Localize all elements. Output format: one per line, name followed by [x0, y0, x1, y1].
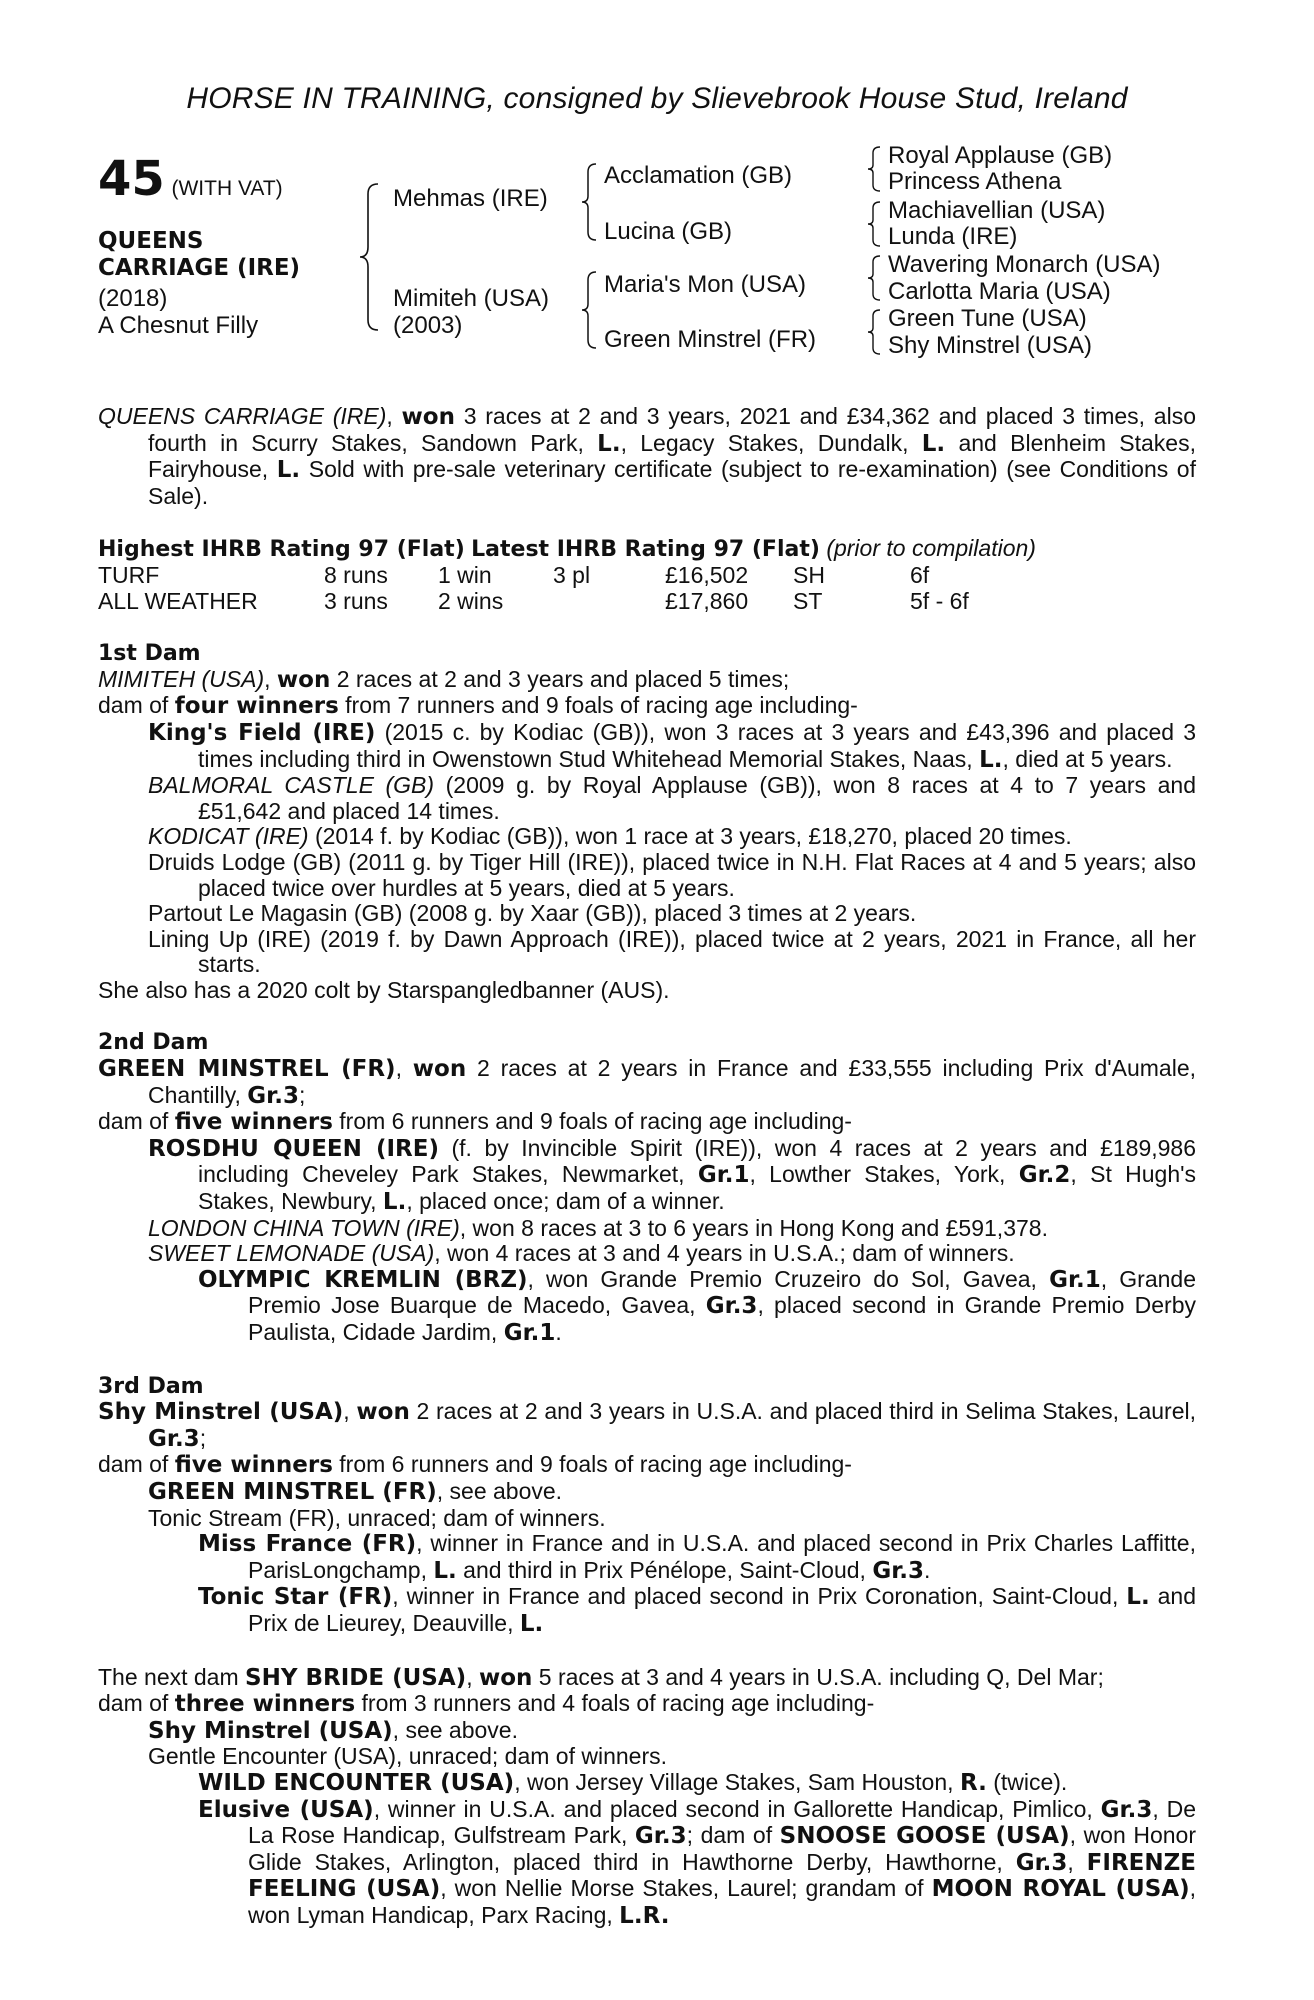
pedigree-brace-sire — [580, 162, 600, 242]
g-dam-sire-sire: Wavering Monarch (USA) — [888, 251, 1161, 278]
list-item: KODICAT (IRE) (2014 f. by Kodiac (GB)), won 1 race at 3 years, £18,270, placed 20 times. — [148, 823, 1072, 850]
list-item: Elusive (USA), winner in U.S.A. and placed second in Gallorette Handicap, Pimlico, Gr.3, De La Rose Handicap, Gulfstream Park, Gr.3; dam of SNOOSE GOOSE (USA), won Honor Glide Stakes, Arlington, placed third in Hawthorne Derby, Hawthorne, Gr.3, FIRENZE FEELING (USA), won Nellie Morse Stakes, Laurel; grandam of MOON ROYAL (USA), won Lyman Handicap, Parx Racing, L.R. — [198, 1795, 1197, 1929]
first-dam-produce: dam of four winners from 7 runners and 9 foals of racing age including- — [98, 692, 858, 720]
horse-name-line2: CARRIAGE (IRE) — [98, 255, 301, 281]
third-dam-record: Shy Minstrel (USA), won 2 races at 2 and 3 years in U.S.A. and placed third in Selima Stakes, Laurel, Gr.3; — [98, 1398, 1196, 1452]
pedigree-brace-g4 — [866, 308, 884, 356]
g-sire-sire-dam: Princess Athena — [888, 168, 1062, 195]
first-dam-record: MIMITEH (USA), won 2 races at 2 and 3 years and placed 5 times; — [98, 665, 790, 693]
list-item: WILD ENCOUNTER (USA), won Jersey Village Stakes, Sam Houston, R. (twice). — [198, 1768, 1068, 1796]
summary-horse-name: QUEENS CARRIAGE (IRE) — [98, 403, 387, 429]
list-item: Partout Le Magasin (GB) (2008 g. by Xaar (GB)), placed 3 times at 2 years. — [148, 900, 917, 927]
next-dam-record: The next dam SHY BRIDE (USA), won 5 races at 3 and 4 years in U.S.A. including Q, Del Mar; — [98, 1663, 1104, 1691]
g-sire-sire-sire: Royal Applause (GB) — [888, 142, 1113, 169]
sire-sire: Acclamation (GB) — [604, 162, 793, 189]
sire-dam: Lucina (GB) — [604, 218, 733, 245]
dam-sire: Maria's Mon (USA) — [604, 271, 806, 298]
list-item: OLYMPIC KREMLIN (BRZ), won Grande Premio Cruzeiro do Sol, Gavea, Gr.1, Grande Premio Jose Buarque de Macedo, Gavea, Gr.3, placed second in Grande Premio Derby Paulista, Cidade Jardim, Gr.1. — [198, 1265, 1196, 1346]
dam: Mimiteh (USA) — [393, 285, 550, 312]
list-item: BALMORAL CASTLE (GB) (2009 g. by Royal Applause (GB)), won 8 races at 4 to 7 years and £51,642 and placed 14 times. — [148, 772, 1197, 824]
dam-year: (2003) — [393, 312, 463, 339]
lot-number: 45 — [98, 151, 165, 207]
list-item: GREEN MINSTREL (FR), see above. — [148, 1477, 563, 1505]
horse-description: A Chesnut Filly — [98, 312, 259, 339]
lot-heading — [98, 151, 283, 207]
sire: Mehmas (IRE) — [393, 185, 548, 212]
vat-label: (WITH VAT) — [171, 177, 283, 200]
list-item: ROSDHU QUEEN (IRE) (f. by Invincible Spirit (IRE)), won 4 races at 2 years and £189,986 including Cheveley Park Stakes, Newmarket, Gr.1, Lowther Stakes, York, Gr.2, St Hugh's Stakes, Newbury, L., placed once; dam of a winner. — [148, 1134, 1197, 1216]
pedigree-brace-g1 — [866, 145, 884, 193]
list-item: Druids Lodge (GB) (2011 g. by Tiger Hill (IRE)), placed twice in N.H. Flat Races at 4 and 5 years; also placed twice over hurdles at 5 years, died at 5 years. — [148, 848, 1196, 901]
latest-rating: Latest IHRB Rating 97 (Flat) — [471, 537, 820, 563]
pedigree-brace-g2 — [866, 200, 884, 248]
g-dam-dam-dam: Shy Minstrel (USA) — [888, 332, 1093, 359]
summary-won: won — [401, 404, 455, 430]
g-sire-dam-dam: Lunda (IRE) — [888, 223, 1018, 250]
highest-rating: Highest IHRB Rating 97 (Flat) — [98, 537, 465, 563]
table-row: ALL WEATHER 3 runs 2 wins £17,860 ST 5f - 6f — [98, 587, 969, 614]
pedigree-brace-dam — [580, 270, 600, 350]
list-item: Gentle Encounter (USA), unraced; dam of winners. — [148, 1743, 668, 1770]
list-item: SWEET LEMONADE (USA), won 4 races at 3 and 4 years in U.S.A.; dam of winners. — [148, 1240, 1015, 1267]
third-dam-heading: 3rd Dam — [98, 1373, 204, 1399]
third-dam-produce: dam of five winners from 6 runners and 9 foals of racing age including- — [98, 1451, 852, 1479]
list-item: King's Field (IRE) (2015 c. by Kodiac (GB)), won 3 races at 3 years and £43,396 and placed 3 times including third in Owenstown Stud Whitehead Memorial Stakes, Naas, L., died at 5 years. — [148, 718, 1196, 773]
list-item: LONDON CHINA TOWN (IRE), won 8 races at 3 to 6 years in Hong Kong and £591,378. — [148, 1214, 1048, 1241]
horse-name-line1: QUEENS — [98, 228, 204, 254]
table-row: TURF 8 runs 1 win 3 pl £16,502 SH 6f — [98, 561, 930, 588]
first-dam-note: She also has a 2020 colt by Starspangledbanner (AUS). — [98, 976, 670, 1003]
summary-paragraph: QUEENS CARRIAGE (IRE), won 3 races at 2 and 3 years, 2021 and £34,362 and placed 3 times, also fourth in Scurry Stakes, Sandown Park, L., Legacy Stakes, Dundalk, L. and Blenheim Stakes, Fairyhouse, L. Sold with pre-sale veterinary certificate (subject to re-examination) (see Conditions of Sale). — [98, 403, 1197, 509]
g-dam-sire-dam: Carlotta Maria (USA) — [888, 278, 1111, 305]
pedigree-block — [0, 140, 1314, 380]
page-header: HORSE IN TRAINING, consigned by Slievebrook House Stud, Ireland — [186, 82, 1128, 115]
second-dam-heading: 2nd Dam — [98, 1030, 209, 1056]
list-item: Tonic Stream (FR), unraced; dam of winners. — [148, 1504, 606, 1531]
list-item: Lining Up (IRE) (2019 f. by Dawn Approach (IRE)), placed twice at 2 years, 2021 in France, all her starts. — [148, 925, 1196, 978]
first-dam-heading: 1st Dam — [98, 641, 201, 667]
list-item: Tonic Star (FR), winner in France and placed second in Prix Coronation, Saint-Cloud, L. and Prix de Lieurey, Deauville, L. — [198, 1583, 1196, 1637]
race-record-table — [98, 563, 969, 614]
list-item: Shy Minstrel (USA), see above. — [148, 1716, 518, 1744]
list-item: Miss France (FR), winner in France and in U.S.A. and placed second in Prix Charles Laffitte, ParisLongchamp, L. and third in Prix Pénélope, Saint-Cloud, Gr.3. — [198, 1530, 1196, 1584]
pedigree-brace-g3 — [866, 254, 884, 302]
dam-dam: Green Minstrel (FR) — [604, 326, 817, 353]
second-dam-record: GREEN MINSTREL (FR), won 2 races at 2 years in France and £33,555 including Prix d'Aumale, Chantilly, Gr.3; — [98, 1055, 1197, 1109]
g-sire-dam-sire: Machiavellian (USA) — [888, 197, 1106, 224]
pedigree-brace-main — [358, 182, 382, 332]
next-dam-produce: dam of three winners from 3 runners and 4 foals of racing age including- — [98, 1690, 875, 1718]
rating-line — [98, 536, 1196, 563]
horse-year: (2018) — [98, 285, 168, 312]
second-dam-produce: dam of five winners from 6 runners and 9 foals of racing age including- — [98, 1108, 852, 1136]
g-dam-dam-sire: Green Tune (USA) — [888, 305, 1087, 332]
catalogue-body — [98, 404, 1196, 1929]
rating-note: (prior to compilation) — [826, 535, 1036, 562]
